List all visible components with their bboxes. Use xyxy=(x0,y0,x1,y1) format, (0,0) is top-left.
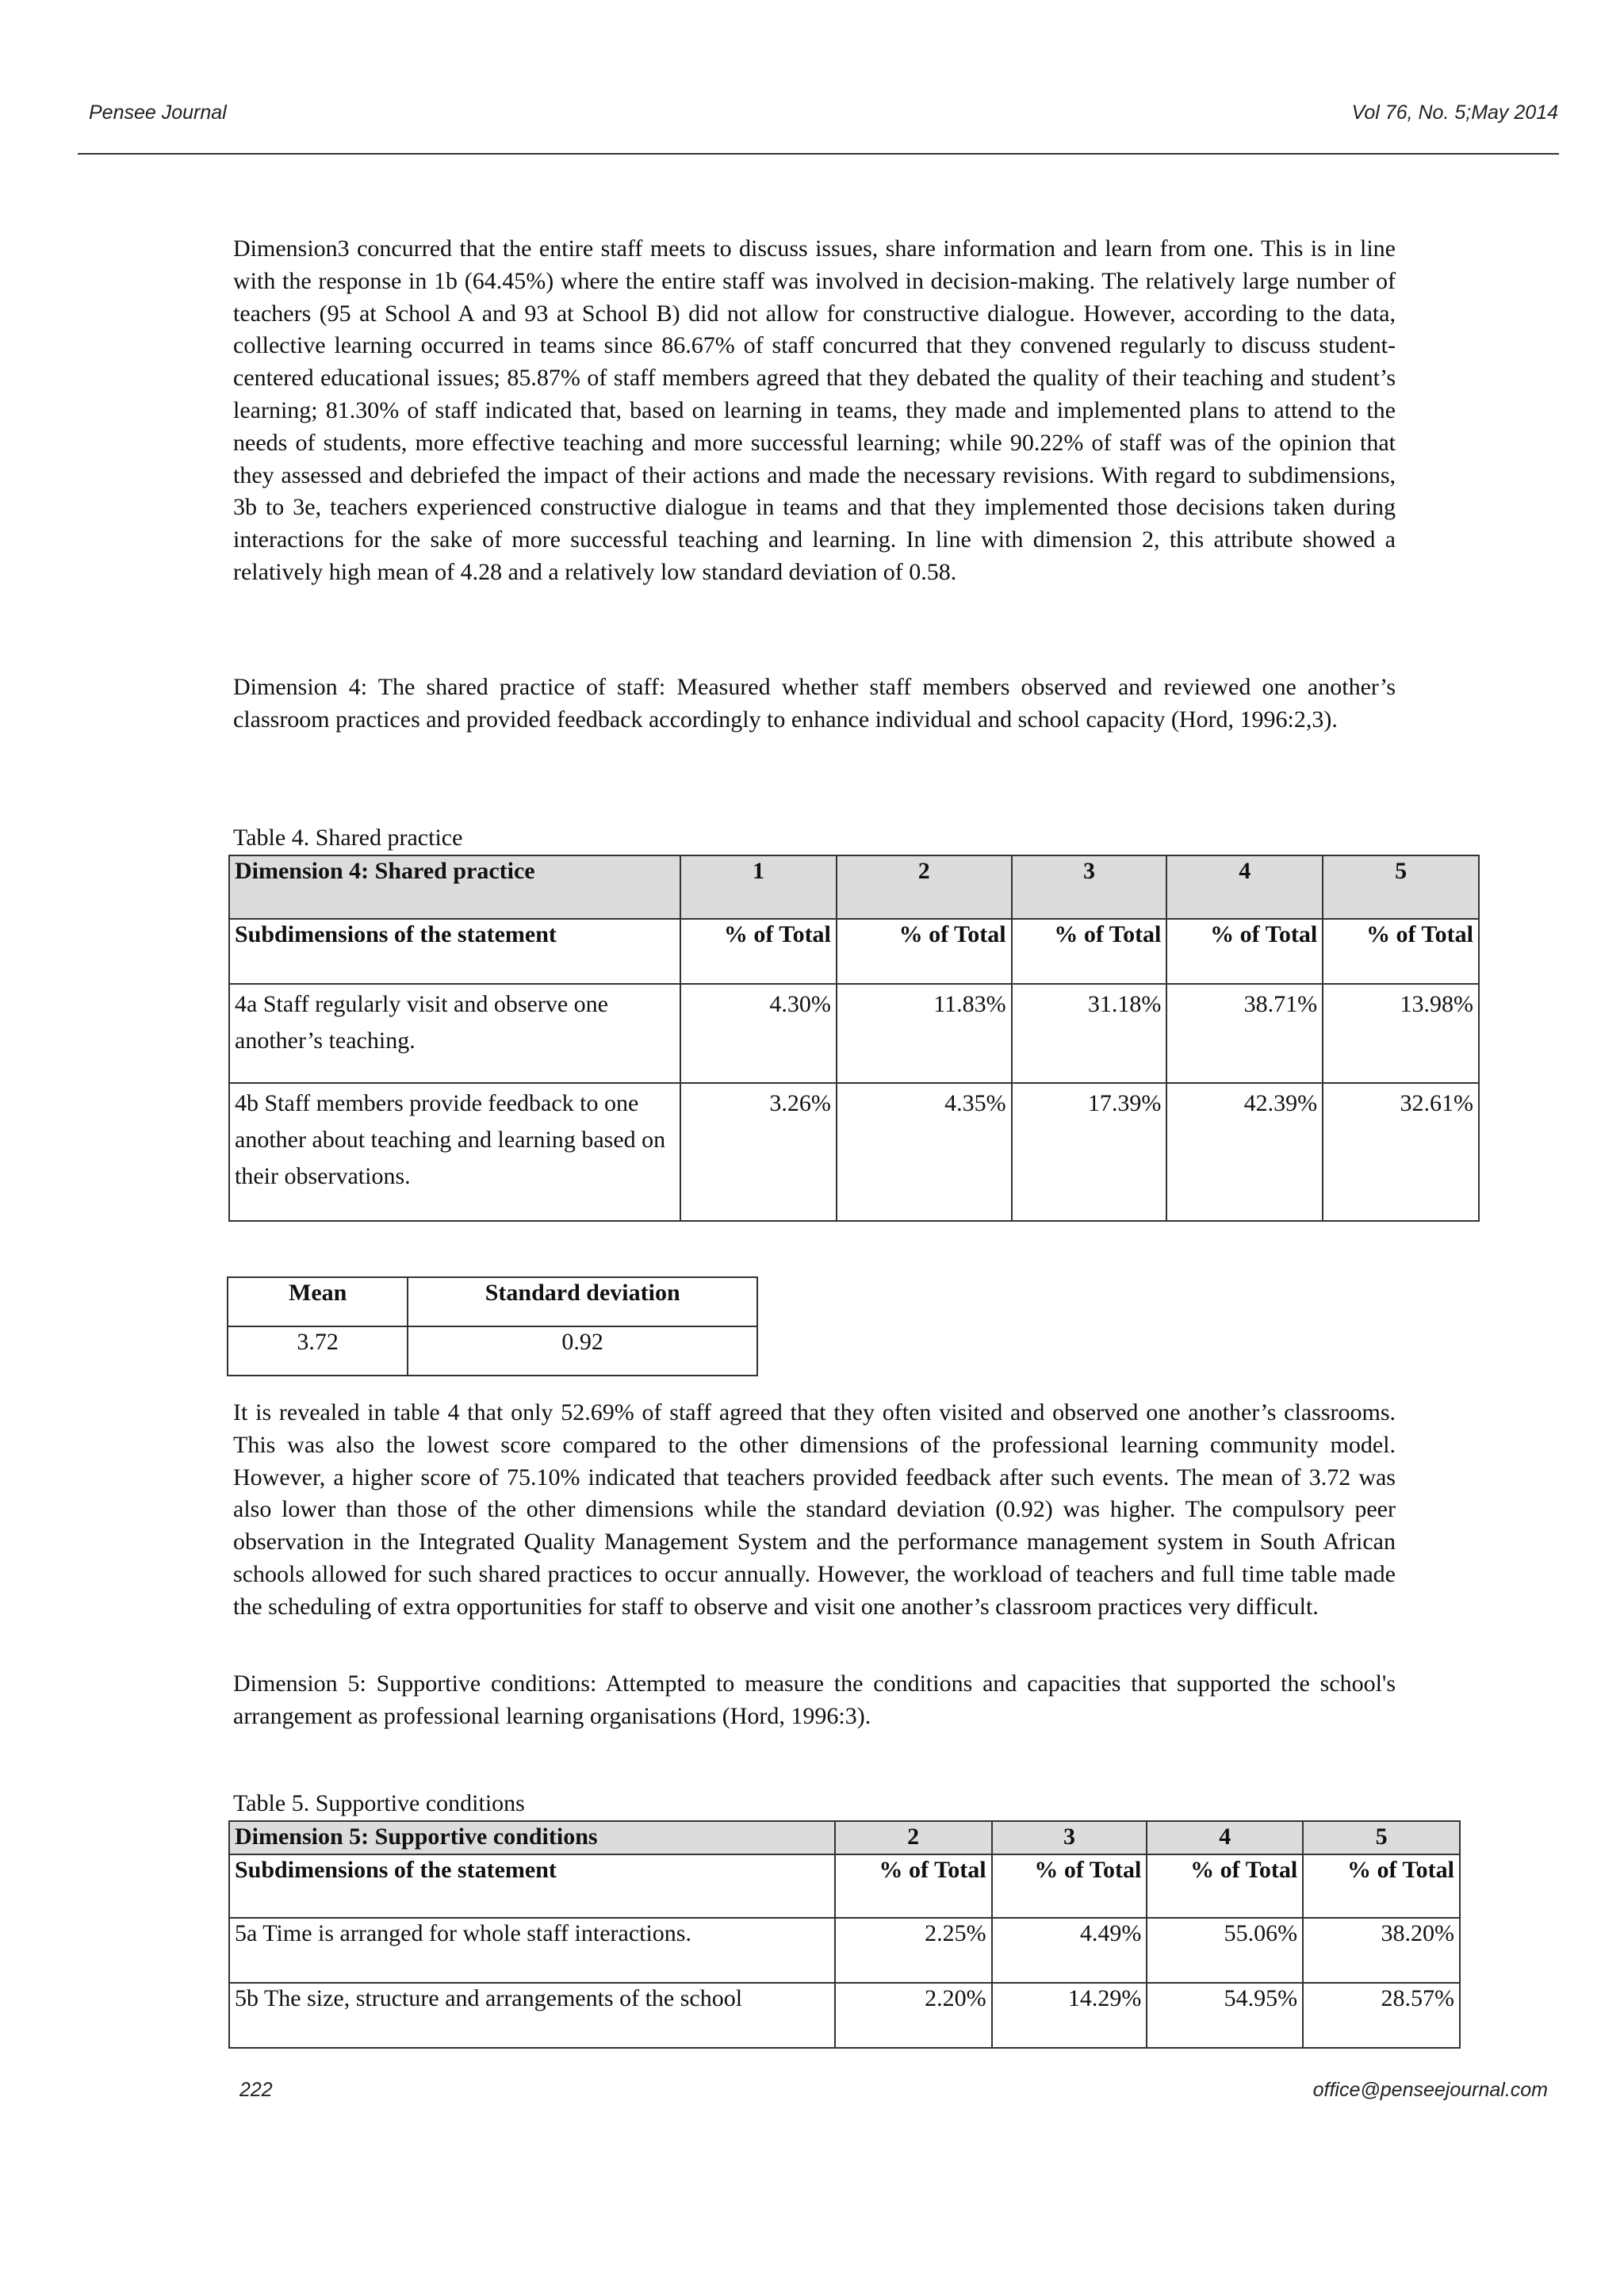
sd-label: Standard deviation xyxy=(408,1277,757,1326)
table-row xyxy=(229,1918,1460,1983)
table-cell: 54.95% xyxy=(1147,1983,1303,2048)
stats-header-row xyxy=(228,1277,757,1326)
table5-col-3: 3 xyxy=(992,1821,1147,1854)
paragraph-table4-discussion: It is revealed in table 4 that only 52.69% of staff agreed that they often visited and observed one another’s classrooms. This was also the lowest score compared to the other dimensions of the professional learning community model. However, a higher score of 75.10% indicated that teachers provided feedback after such events. The mean of 3.72 was also lower than those of the other dimensions while the standard deviation (0.92) was higher. The compulsory peer observation in the Integrated Quality Management System and the performance management system in South African schools allowed for such shared practices to occur annually. However, the workload of teachers and full time table made the scheduling of extra opportunities for staff to observe and visit one another’s classroom practices very difficult. xyxy=(233,1399,1396,1620)
table5-col-2: 2 xyxy=(835,1821,992,1854)
table-cell: 2.25% xyxy=(835,1918,992,1983)
mean-label: Mean xyxy=(228,1277,408,1326)
table4-pct-label: % of Total xyxy=(837,919,1012,984)
table-cell: 38.71% xyxy=(1166,984,1323,1083)
table-cell: 17.39% xyxy=(1012,1083,1167,1221)
table-cell: 38.20% xyxy=(1303,1918,1460,1983)
table5-subheader-row xyxy=(229,1854,1460,1918)
table-cell: 3.26% xyxy=(680,1083,837,1221)
table4-pct-label: % of Total xyxy=(1012,919,1167,984)
table4-col-5: 5 xyxy=(1323,855,1479,919)
table5-pct-label: % of Total xyxy=(992,1854,1147,1918)
table-cell: 31.18% xyxy=(1012,984,1167,1083)
journal-name: Pensee Journal xyxy=(89,101,227,124)
table5-col-4: 4 xyxy=(1147,1821,1303,1854)
table4-pct-label: % of Total xyxy=(1323,919,1479,984)
table4-title: Dimension 4: Shared practice xyxy=(229,855,680,919)
table5-title: Dimension 5: Supportive conditions xyxy=(229,1821,835,1854)
table5-row-5a-label: 5a Time is arranged for whole staff interactions. xyxy=(229,1918,835,1983)
table4-col-1: 1 xyxy=(680,855,837,919)
table4-caption: Table 4. Shared practice xyxy=(233,825,463,851)
table4-col-4: 4 xyxy=(1166,855,1323,919)
sd-value: 0.92 xyxy=(408,1326,757,1376)
table-cell: 11.83% xyxy=(837,984,1012,1083)
volume-info: Vol 76, No. 5;May 2014 xyxy=(1351,101,1558,124)
table5-pct-label: % of Total xyxy=(1147,1854,1303,1918)
table5-sub-label: Subdimensions of the statement xyxy=(229,1854,835,1918)
table-row xyxy=(229,1983,1460,2048)
table4-col-3: 3 xyxy=(1012,855,1167,919)
table-cell: 2.20% xyxy=(835,1983,992,2048)
paragraph-dimension4-intro: Dimension 4: The shared practice of staff: Measured whether staff members observed and reviewed one another’s classroom practices and provided feedback accordingly to enhance individual and school capacity (Hord, 1996:2,3). xyxy=(233,674,1396,733)
table4-col-2: 2 xyxy=(837,855,1012,919)
table4-subheader-row xyxy=(229,919,1479,984)
table-cell: 42.39% xyxy=(1166,1083,1323,1221)
mean-value: 3.72 xyxy=(228,1326,408,1376)
table4-shared-practice xyxy=(228,855,1480,1222)
table-cell: 28.57% xyxy=(1303,1983,1460,2048)
table5-supportive-conditions xyxy=(228,1820,1461,2049)
table4-title-row xyxy=(229,855,1479,919)
table-row xyxy=(229,984,1479,1083)
table5-pct-label: % of Total xyxy=(1303,1854,1460,1918)
paragraph-dimension3: Dimension3 concurred that the entire staff meets to discuss issues, share information and learn from one. This is in line with the response in 1b (64.45%) where the entire staff was involved in decision-making. The relatively large number of teachers (95 at School A and 93 at School B) did not allow for constructive dialogue. However, according to the data, collective learning occurred in teams since 86.67% of staff concurred that they convened regularly to discuss student-centered educational issues; 85.87% of staff members agreed that they debated the quality of their teaching and student’s learning; 81.30% of staff indicated that, based on learning in teams, they made and implemented plans to attend to the needs of students, more effective teaching and more successful learning; while 90.22% of staff was of the opinion that they assessed and debriefed the impact of their actions and made the necessary revisions. With regard to subdimensions, 3b to 3e, teachers experienced constructive dialogue in teams and that they implemented those decisions taken during interactions for the sake of more successful teaching and learning. In line with dimension 2, this attribute showed a relatively high mean of 4.28 and a relatively low standard deviation of 0.58. xyxy=(233,235,1396,585)
stats-value-row xyxy=(228,1326,757,1376)
paragraph-dimension5-intro: Dimension 5: Supportive conditions: Attempted to measure the conditions and capacities that supported the school's arrangement as professional learning organisations (Hord, 1996:3). xyxy=(233,1670,1396,1729)
table-row xyxy=(229,1083,1479,1221)
table4-pct-label: % of Total xyxy=(1166,919,1323,984)
table5-caption: Table 5. Supportive conditions xyxy=(233,1790,525,1816)
page-number: 222 xyxy=(239,2079,273,2101)
table5-row-5b-label: 5b The size, structure and arrangements of the school xyxy=(229,1983,835,2048)
table4-pct-label: % of Total xyxy=(680,919,837,984)
footer-email: office@penseejournal.com xyxy=(1312,2079,1548,2101)
table4-stats xyxy=(227,1276,758,1376)
table4-row-4b-label: 4b Staff members provide feedback to one another about teaching and learning based on their observations. xyxy=(229,1083,680,1221)
table-cell: 32.61% xyxy=(1323,1083,1479,1221)
table-cell: 4.30% xyxy=(680,984,837,1083)
table4-sub-label: Subdimensions of the statement xyxy=(229,919,680,984)
table-cell: 55.06% xyxy=(1147,1918,1303,1983)
table5-pct-label: % of Total xyxy=(835,1854,992,1918)
header-rule xyxy=(78,153,1559,155)
table-cell: 4.49% xyxy=(992,1918,1147,1983)
table-cell: 14.29% xyxy=(992,1983,1147,2048)
table5-col-5: 5 xyxy=(1303,1821,1460,1854)
table-cell: 4.35% xyxy=(837,1083,1012,1221)
table5-title-row xyxy=(229,1821,1460,1854)
table4-row-4a-label: 4a Staff regularly visit and observe one another’s teaching. xyxy=(229,984,680,1083)
table-cell: 13.98% xyxy=(1323,984,1479,1083)
